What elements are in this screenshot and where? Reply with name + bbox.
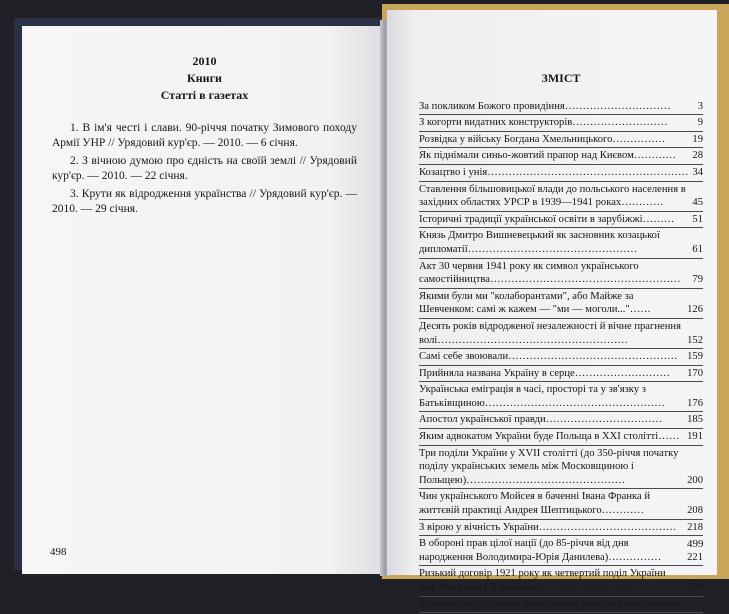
toc-entry-page: 152 [687, 334, 703, 346]
toc-entry-title: Українська еміграція в часі, просторі та у зв'язку з Батьківщиною…………………………………………… [419, 384, 665, 409]
toc-entry [419, 213, 703, 229]
toc-entry-title: Історичні традиції української освіти в зарубіжжі……… [419, 213, 675, 225]
toc-entry-title: Яким адвокатом України буде Польща в XXI столітті…… [419, 431, 680, 443]
toc-entry-title: Як піднімали синьо-жовтий прапор над Києвом………… [419, 150, 677, 162]
toc-entry-page: 34 [692, 166, 703, 178]
toc-entry-title: В обороні прав цілої нації (до 85-річчя від дня народження Володимира-Юрія Данилева)…………… [419, 538, 662, 563]
table-of-contents [419, 72, 703, 614]
toc-entry-page: 185 [687, 414, 703, 426]
toc-entry-page: 208 [687, 505, 703, 517]
toc-entry [419, 166, 703, 182]
toc-entry-title: Якими були ми "колаборантами", або Майже за Шевченком: самі ж кажем — "ми — моголи..."…… [419, 290, 651, 316]
toc-entry-title: Самі себе звоювали………………………………………… [419, 351, 678, 363]
toc-entry-title: Акт 30 червня 1941 року як символ українського самостійництва……………………………………………… [419, 260, 681, 286]
toc-entry [419, 350, 703, 366]
toc-entry-title: Чин українського Мойсея в баченні Івана Франка й життєвій практиці Андрея Шептицького………… [419, 491, 651, 517]
toc-entry [419, 430, 703, 446]
toc-entry-title: Апостол української правди…………………………… [419, 414, 663, 426]
toc-entry-page: 218 [687, 521, 703, 533]
year-heading: 2010 [192, 54, 217, 68]
toc-entry-page: 126 [687, 304, 703, 316]
toc-entry-page: 3 [697, 100, 703, 112]
toc-entry-title: Ризький договір 1921 року як четвертий поділ України між Москвою і Варшавою………………………… [419, 568, 666, 593]
toc-entry-page: 19 [692, 133, 703, 145]
toc-title: ЗМІСТ [541, 71, 581, 85]
bibliography-entry: 1. В ім'я честі і слави. 90-річчя початку Зимового походу Армії УНР // Урядовий кур'єр. — 2010. — 6 січня. [52, 122, 357, 149]
toc-entry [419, 383, 703, 412]
page-number-left: 498 [50, 546, 67, 558]
toc-entry-title: За покликом Божого провидіння………………………… [419, 100, 671, 112]
toc-entry-page: 9 [697, 117, 703, 129]
toc-entry-title: Козацтво і унія………………………………………………… [419, 166, 689, 178]
toc-entry [419, 133, 703, 149]
toc-entry-page: 221 [687, 551, 703, 563]
toc-entry-page: 28 [692, 150, 703, 162]
toc-entry [419, 290, 703, 319]
toc-entry-page: 45 [692, 197, 703, 209]
toc-entry [419, 183, 703, 212]
toc-entry-title: Князь Дмитро Вишневецький як засновник козацької дипломатії………………………………………… [419, 230, 660, 255]
articles-heading: Статті в газетах [160, 88, 249, 102]
toc-entry-page: 61 [692, 243, 703, 255]
toc-entry [419, 521, 703, 537]
toc-entry [419, 320, 703, 349]
toc-list [419, 100, 703, 614]
toc-entry [419, 149, 703, 165]
toc-entry-page: 200 [687, 474, 703, 486]
toc-entry-title: Прийняла названа Україну в серце……………………… [419, 367, 671, 379]
toc-entry [419, 567, 703, 596]
toc-entry [419, 116, 703, 132]
toc-entry [419, 229, 703, 258]
toc-entry-page: 159 [687, 351, 703, 363]
bibliography-entry: 3. Крути як відродження українства // Урядовий кур'єр. — 2010. — 29 січня. [52, 188, 357, 215]
toc-entry [419, 537, 703, 566]
toc-entry-title: З когорти видатних конструкторів……………………… [419, 117, 668, 129]
toc-entry [419, 447, 703, 490]
toc-entry-title: Розвиток українського визвольного руху на Берестейщині [419, 598, 681, 610]
toc-entry-title: З вірою у вічність України………………………………… [419, 521, 677, 533]
toc-entry-page: 51 [692, 213, 703, 225]
toc-entry [419, 260, 703, 289]
toc-entry-title: Розвідка у війську Богдана Хмельницького…………… [419, 133, 666, 145]
toc-entry-title: Три поділи України у XVII столітті (до 350-річчя початку поділу українських земель між Московщиною і Польщею)……………………………………… [419, 447, 679, 486]
page-number-right: 499 [687, 538, 704, 550]
toc-entry [419, 100, 703, 116]
toc-entry-page: 79 [692, 274, 703, 286]
toc-entry-title: Ставлення більшовицької влади до польського населення в західних областях УРСР в 1939—1941 роках………… [419, 183, 686, 209]
toc-entry-title: Десять років відродженої незалежності й вічне прагнення волі……………………………………………… [419, 320, 681, 346]
toc-entry-page: 191 [687, 431, 703, 443]
left-page-content [52, 54, 357, 220]
toc-entry [419, 490, 703, 519]
bibliography-entry: 2. З вічною думою про єдність на своїй землі // Урядовий кур'єр. — 2010. — 22 січня. [52, 155, 357, 182]
toc-entry-page: 170 [687, 367, 703, 379]
toc-entry-page: 176 [687, 397, 703, 409]
toc-entry-page: 228 [687, 582, 703, 593]
toc-entry [419, 413, 703, 429]
right-page [387, 10, 717, 610]
toc-entry [419, 367, 703, 383]
left-page [22, 26, 382, 574]
toc-entry [419, 598, 703, 614]
books-heading: Книги [187, 71, 222, 85]
